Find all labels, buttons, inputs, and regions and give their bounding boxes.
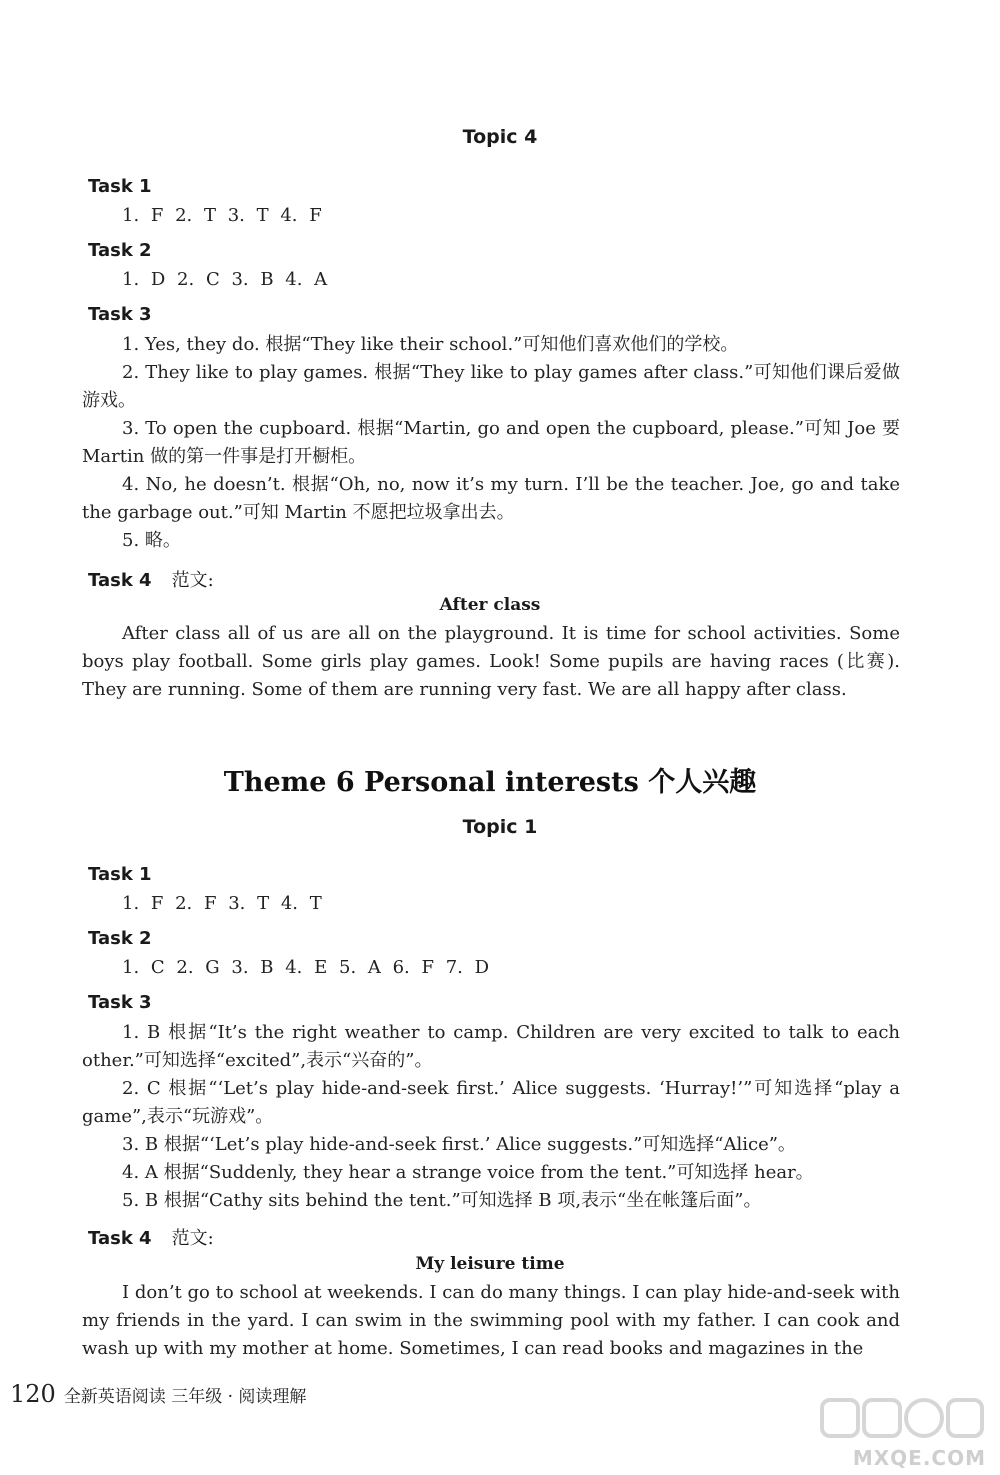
theme-6-heading: Theme 6 Personal interests 个人兴趣 xyxy=(223,767,757,798)
topic4-task4-note: 范文: xyxy=(171,570,214,591)
topic1-task1-label: Task 1 xyxy=(88,864,152,885)
topic4-task3-item2: 2. They like to play games. 根据“They like to play games after class.”可知他们课后爱做游戏。 xyxy=(82,362,900,411)
topic1-task4-label-text: Task 4 xyxy=(88,1228,152,1249)
topic1-task2-answers: 1. C 2. G 3. B 4. E 5. A 6. F 7. D xyxy=(122,957,490,978)
topic1-task3-item4: 4. A 根据“Suddenly, they hear a strange voice from the tent.”可知选择 hear。 xyxy=(122,1162,814,1183)
topic-4-heading: Topic 4 xyxy=(462,126,538,148)
topic-1-heading: Topic 1 xyxy=(462,816,538,838)
topic1-task4-note: 范文: xyxy=(171,1228,214,1249)
page-footer xyxy=(10,1380,306,1408)
topic1-task1-answers: 1. F 2. F 3. T 4. T xyxy=(122,893,322,914)
topic1-task3-item1: 1. B 根据“It’s the right weather to camp. Children are very excited to talk to each other.”可知选择“excited”,表示“兴奋的”。 xyxy=(82,1022,900,1071)
topic4-task4-label xyxy=(88,566,214,592)
topic4-task3-item1: 1. Yes, they do. 根据“They like their school.”可知他们喜欢他们的学校。 xyxy=(122,334,739,355)
essay-title-after-class: After class xyxy=(439,595,541,615)
topic4-task3-item3: 3. To open the cupboard. 根据“Martin, go and open the cupboard, please.”可知 Joe 要 Martin 做的第一件事是打开橱柜。 xyxy=(82,418,900,467)
topic4-task3-item4: 4. No, he doesn’t. 根据“Oh, no, now it’s my turn. I’ll be the teacher. Joe, go and take the garbage out.”可知 Martin 不愿把垃圾拿出去。 xyxy=(82,474,900,523)
topic1-task3-item3: 3. B 根据“‘Let’s play hide-and-seek first.’ Alice suggests.”可知选择“Alice”。 xyxy=(122,1134,796,1155)
topic4-task2-answers: 1. D 2. C 3. B 4. A xyxy=(122,269,328,290)
topic1-task3-item2: 2. C 根据“‘Let’s play hide-and-seek first.’ Alice suggests. ‘Hurray!’”可知选择“play a game”,表示“玩游戏”。 xyxy=(82,1078,900,1127)
topic1-task2-label: Task 2 xyxy=(88,928,152,949)
page-number: 120 xyxy=(10,1380,56,1408)
topic1-task4-label xyxy=(88,1224,214,1250)
site-watermark xyxy=(816,1392,986,1470)
essay-after-class: After class all of us are all on the playground. It is time for school activities. Some boys play football. Some girls play games. Look! Some pupils are having races (比赛). They are running. Some of them are running very fast. We are all happy after class. xyxy=(82,623,900,700)
watermark-text: MXQE.COM xyxy=(852,1446,986,1470)
topic4-task3-item5: 5. 略。 xyxy=(122,530,181,551)
topic4-task2-label: Task 2 xyxy=(88,240,152,261)
topic1-task3-item5: 5. B 根据“Cathy sits behind the tent.”可知选择 B 项,表示“坐在帐篷后面”。 xyxy=(122,1190,762,1211)
topic4-task1-label: Task 1 xyxy=(88,176,152,197)
topic4-task4-label-text: Task 4 xyxy=(88,570,152,591)
topic4-task3-label: Task 3 xyxy=(88,304,152,325)
essay-title-my-leisure-time: My leisure time xyxy=(415,1254,565,1274)
essay-my-leisure-time: I don’t go to school at weekends. I can do many things. I can play hide-and-seek with my friends in the yard. I can swim in the swimming pool with my father. I can cook and wash up with my mother at home. Sometimes, I can read books and magazines in the xyxy=(82,1282,900,1359)
book-title: 全新英语阅读 三年级 · 阅读理解 xyxy=(63,1387,307,1407)
topic4-task1-answers: 1. F 2. T 3. T 4. F xyxy=(122,205,322,226)
topic1-task3-label: Task 3 xyxy=(88,992,152,1013)
watermark-logo-icon xyxy=(816,1392,986,1448)
